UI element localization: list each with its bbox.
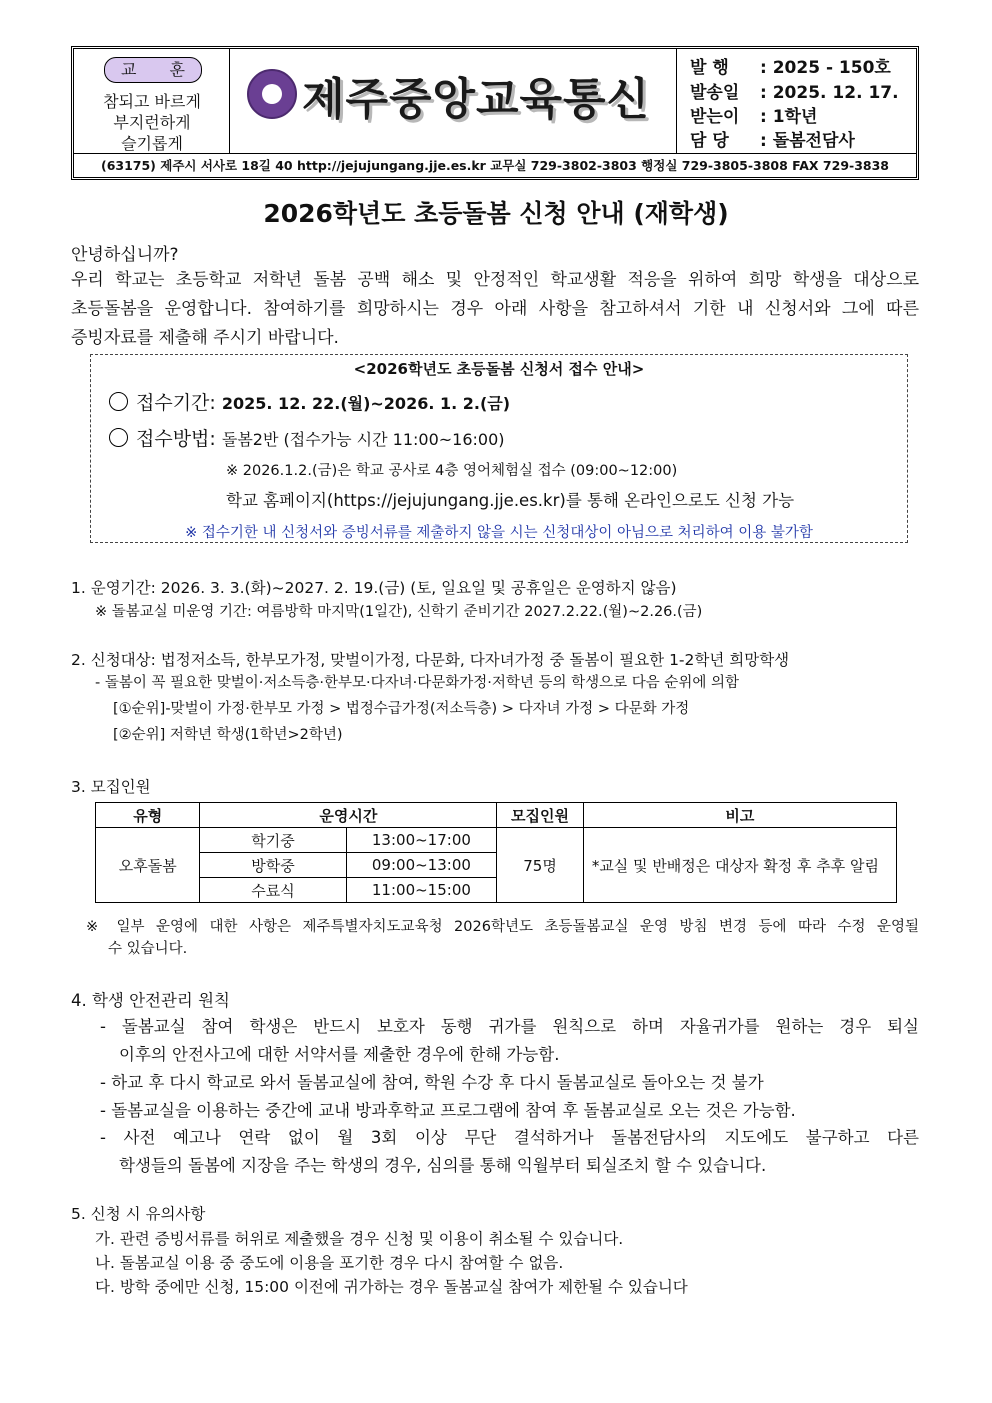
section-3-note: ※ 일부 운영에 대한 사항은 제주특별자치도교육청 2026학년도 초등돌봄교실 운영 방침 변경 등에 따라 수정 운영될 (86, 919, 919, 935)
meta-recipient: 받는이 : 1학년 (690, 107, 818, 127)
section-5-line: 가. 관련 증빙서류를 허위로 제출했을 경우 신청 및 이용이 취소될 수 있습니다. (95, 1230, 624, 1248)
section-1-heading: 1. 운영기간: 2026. 3. 3.(화)~2027. 2. 19.(금) (토, 일요일 및 공휴일은 운영하지 않음) (71, 579, 677, 597)
col-header-type: 유형 (96, 803, 200, 828)
section-4-line: 이후의 안전사고에 대한 서약서를 제출한 경우에 한해 가능함. (119, 1045, 560, 1064)
school-address: (63175) 제주시 서사로 18길 40 http://jejujungang.jje.es.kr 교무실 729-3802-3803 행정실 729-3805-3808 FAX 729-3838 (100, 158, 889, 173)
cell-period: 방학중 (200, 853, 346, 878)
page-title: 2026학년도 초등돌봄 신청 안내 (재학생) (263, 199, 729, 228)
meta-issue: 발 행 : 2025 - 150호 (690, 58, 891, 78)
circle-bullet-icon (109, 392, 128, 411)
notice-title: <2026학년도 초등돌봄 신청서 접수 안내> (353, 360, 645, 378)
col-header-remark: 비고 (583, 803, 896, 828)
cell-time: 13:00~17:00 (346, 828, 497, 853)
intro-line: 우리 학교는 초등학교 저학년 돌봄 공백 해소 및 안정적인 학교생활 적응을 위하여 희망 학생을 대상으로 (71, 270, 919, 290)
section-4-heading: 4. 학생 안전관리 원칙 (71, 991, 230, 1010)
section-2-line: [②순위] 저학년 학생(1학년>2학년) (113, 727, 343, 743)
period-value: 2025. 12. 22.(월)~2026. 1. 2.(금) (221, 394, 511, 413)
section-5-line: 다. 방학 중에만 신청, 15:00 이전에 귀가하는 경우 돌봄교실 참여가 제한될 수 있습니다 (95, 1278, 688, 1296)
section-2-heading: 2. 신청대상: 법정저소득, 한부모가정, 맞벌이가정, 다문화, 다자녀가정 중 돌봄이 필요한 1-2학년 희망학생 (71, 651, 790, 669)
application-notice-box (90, 354, 908, 543)
notice-period: 접수기간: 2025. 12. 22.(월)~2026. 1. 2.(금) (109, 388, 510, 415)
notice-online: 학교 홈페이지(https://jejujungang.jje.es.kr)를 통해 온라인으로도 신청 가능 (226, 491, 795, 510)
section-1-note: ※ 돌봄교실 미운영 기간: 여름방학 마지막(1일간), 신학기 준비기간 2027.2.22.(월)~2.26.(금) (95, 604, 703, 620)
section-5-line: 나. 돌봄교실 이용 중 중도에 이용을 포기한 경우 다시 참여할 수 없음. (95, 1254, 564, 1272)
motto-badge: 교 훈 (104, 57, 202, 83)
meta-staff: 담 당 : 돌봄전담사 (690, 131, 855, 151)
section-4-line: 학생들의 돌봄에 지장을 주는 학생의 경우, 심의를 통해 익월부터 퇴실조치 할 수 있습니다. (119, 1156, 767, 1175)
section-5-heading: 5. 신청 시 유의사항 (71, 1205, 206, 1223)
cell-period: 학기중 (200, 828, 346, 853)
cell-remark: *교실 및 반배정은 대상자 확정 후 추후 알림 (583, 828, 896, 903)
section-3-note: 수 있습니다. (108, 941, 188, 957)
notice-method: 접수방법: 돌봄2반 (접수가능 시간 11:00~16:00) (109, 424, 505, 451)
notice-note: ※ 2026.1.2.(금)은 학교 공사로 4층 영어체험실 접수 (09:00~12:00) (226, 463, 678, 479)
col-header-hours: 운영시간 (200, 803, 497, 828)
intro-line: 초등돌봄을 운영합니다. 참여하기를 희망하시는 경우 아래 사항을 참고하셔서 기한 내 신청서와 그에 따른 (71, 299, 919, 319)
section-4-line: - 돌봄교실을 이용하는 중간에 교내 방과후학교 프로그램에 참여 후 돌봄교실로 오는 것은 가능함. (100, 1101, 796, 1120)
section-2-line: - 돌봄이 꼭 필요한 맞벌이·저소득층·한부모·다자녀·다문화가정·저학년 등의 학생으로 다음 순위에 의함 (95, 675, 740, 691)
recruitment-table (95, 802, 897, 903)
motto-line: 참되고 바르게 (103, 92, 201, 111)
col-header-capacity: 모집인원 (497, 803, 584, 828)
section-3-heading: 3. 모집인원 (71, 778, 151, 796)
cell-type: 오후돌봄 (96, 828, 200, 903)
cell-capacity: 75명 (497, 828, 584, 903)
meta-date: 발송일 : 2025. 12. 17. (690, 83, 899, 103)
cell-time: 09:00~13:00 (346, 853, 497, 878)
circle-bullet-icon (109, 428, 128, 447)
method-value: 돌봄2반 (접수가능 시간 11:00~16:00) (221, 430, 505, 449)
section-4-line: - 사전 예고나 연락 없이 월 3회 이상 무단 결석하거나 돌봄전담사의 지도에도 불구하고 다른 (100, 1128, 919, 1147)
cell-period: 수료식 (200, 878, 346, 903)
section-2-line: [①순위]-맞벌이 가정·한부모 가정 > 법정수급가정(저소득층) > 다자녀 가정 > 다문화 가정 (113, 701, 690, 717)
motto-line: 부지런하게 (113, 113, 191, 132)
greeting: 안녕하십니까? (71, 245, 179, 265)
school-logo-icon (247, 69, 297, 119)
section-4-line: - 하교 후 다시 학교로 와서 돌봄교실에 참여, 학원 수강 후 다시 돌봄교실로 돌아오는 것 불가 (100, 1073, 764, 1092)
section-4-line: - 돌봄교실 참여 학생은 반드시 보호자 동행 귀가를 원칙으로 하며 자율귀가를 원하는 경우 퇴실 (100, 1017, 919, 1036)
newsletter-header (71, 46, 919, 180)
motto-line: 슬기롭게 (121, 134, 183, 153)
intro-line: 증빙자료를 제출해 주시기 바랍니다. (71, 328, 339, 348)
notice-warning: ※ 접수기한 내 신청서와 증빙서류를 제출하지 않을 시는 신청대상이 아님으로 처리하여 이용 불가함 (185, 525, 813, 541)
cell-time: 11:00~15:00 (346, 878, 497, 903)
masthead: 제주중앙교육통신 (302, 74, 651, 125)
